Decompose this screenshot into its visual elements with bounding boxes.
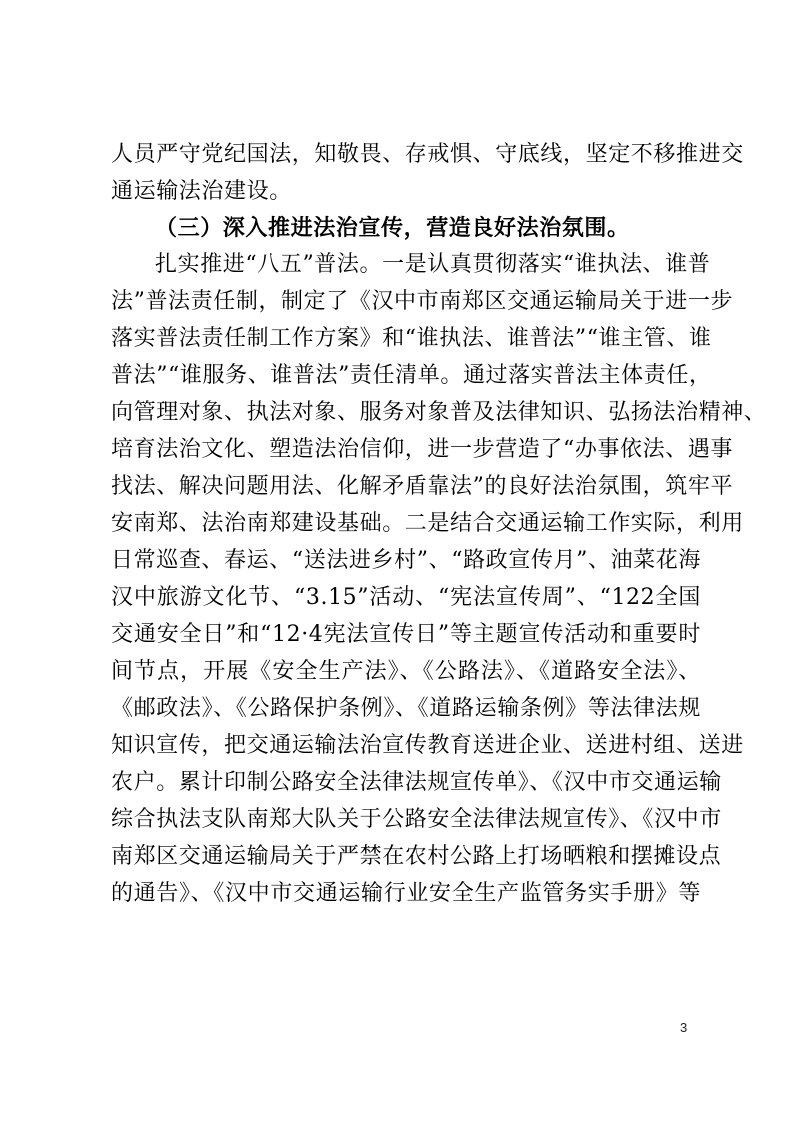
body-text-line: 南郑区交通运输局关于严禁在农村公路上打场晒粮和摆摊设点: [111, 844, 722, 869]
body-text-line: 《邮政法》、《公路保护条例》、《道路运输条例》等法律法规: [111, 696, 701, 721]
body-text-line: 日常巡查、春运、“送法进乡村”、“路政宣传月”、油菜花海: [111, 548, 701, 573]
body-text-line: 汉中旅游文化节、“3.15”活动、“宪法宣传周”、“122全国: [111, 585, 701, 610]
body-text-line: 通运输法治建设。: [111, 179, 292, 204]
body-text-line: 人员严守党纪国法，知敬畏、存戒惧、守底线，坚定不移推进交: [111, 142, 744, 167]
body-text-line: 的通告》、《汉中市交通运输行业安全生产监管务实手册》等: [111, 881, 701, 906]
body-text-line: 落实普法责任制工作方案》和“谁执法、谁普法”“谁主管、谁: [111, 326, 712, 351]
body-text-line: 综合执法支队南郑大队关于公路安全法律法规宣传》、《汉中市: [111, 807, 722, 832]
body-text-line: 安南郑、法治南郑建设基础。二是结合交通运输工作实际，利用: [111, 511, 744, 536]
body-text-line: 培育法治文化、塑造法治信仰，进一步营造了“办事依法、遇事: [111, 437, 734, 462]
body-text-line: 普法”“谁服务、谁普法”责任清单。通过落实普法主体责任，: [111, 363, 712, 388]
body-text-line: 知识宣传，把交通运输法治宣传教育送进企业、送进村组、送进: [111, 733, 744, 758]
body-text-line: 交通安全日”和“12·4宪法宣传日”等主题宣传活动和重要时: [111, 622, 701, 647]
body-text-line: 向管理对象、执法对象、服务对象普及法律知识、弘扬法治精神、: [111, 400, 767, 425]
body-text-line: 找法、解决问题用法、化解矛盾靠法”的良好法治氛围，筑牢平: [111, 474, 734, 499]
body-text-line: 间节点，开展《安全生产法》、《公路法》、《道路安全法》、: [111, 659, 701, 684]
section-heading: （三）深入推进法治宣传，营造良好法治氛围。: [155, 215, 630, 241]
body-text-line: 农户。累计印制公路安全法律法规宣传单》、《汉中市交通运输: [111, 770, 722, 795]
page-number: 3: [680, 1020, 688, 1035]
body-text-line: 法”普法责任制，制定了《汉中市南郑区交通运输局关于进一步: [111, 289, 734, 314]
paragraph-first-line: 扎实推进“八五”普法。一是认真贯彻落实“谁执法、谁普: [155, 252, 711, 277]
